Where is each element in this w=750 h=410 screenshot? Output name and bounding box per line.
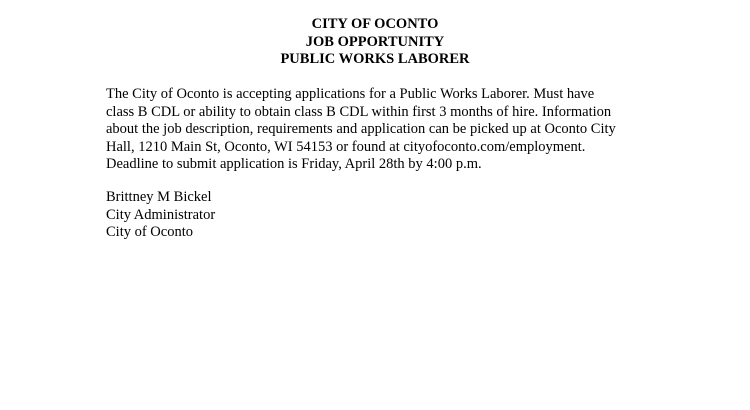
body-line: class B CDL or ability to obtain class B CDL within first 3 months of hire. Information (106, 103, 612, 120)
body-line: The City of Oconto is accepting applications for a Public Works Laborer. Must have (106, 86, 595, 102)
body-line: about the job description, requirements and application can be picked up at Oconto City (106, 121, 616, 137)
body-paragraph (106, 86, 666, 174)
signatory-name: Brittney M Bickel (106, 189, 212, 205)
body-line: Deadline to submit application is Friday, April 28th by 4:00 p.m. (106, 156, 482, 172)
signatory-organization: City of Oconto (106, 224, 193, 240)
heading-position: PUBLIC WORKS LABORER (280, 51, 470, 67)
signatory-title: City Administrator (106, 206, 216, 223)
heading-job-opportunity: JOB OPPORTUNITY (305, 33, 445, 50)
document-heading (0, 16, 750, 69)
signature-block (106, 189, 506, 242)
body-line: Hall, 1210 Main St, Oconto, WI 54153 or found at cityofoconto.com/employment. (106, 138, 586, 155)
heading-city: CITY OF OCONTO (311, 16, 439, 32)
